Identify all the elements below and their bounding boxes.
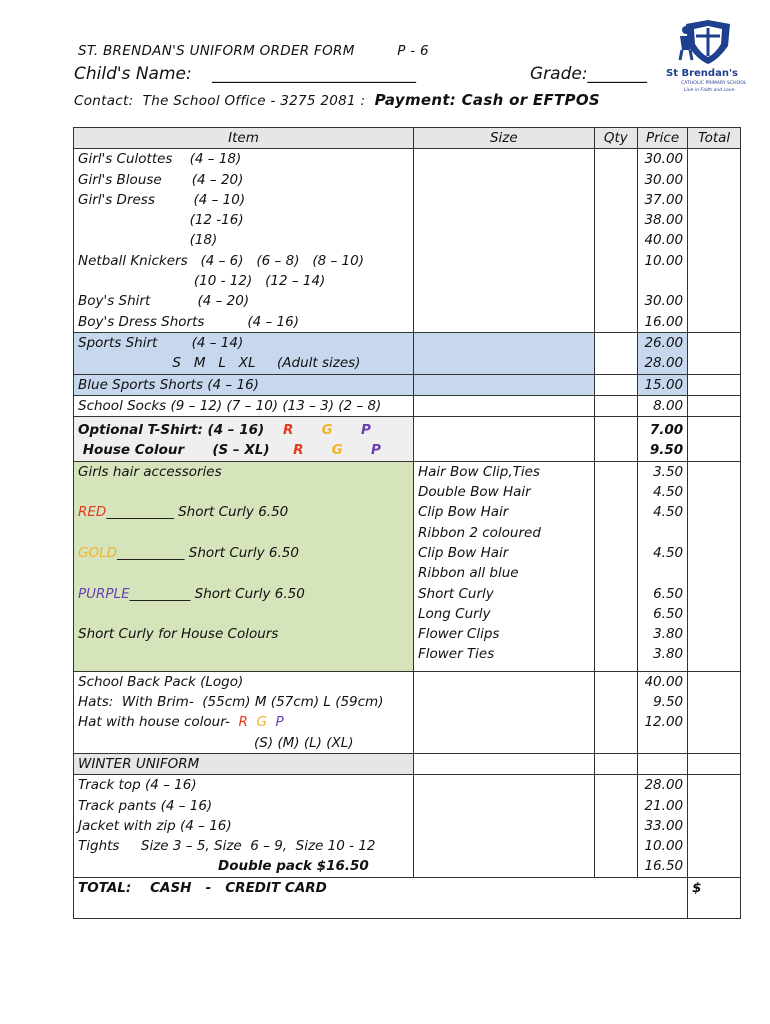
hair-price-1: 3.50 [653,463,684,480]
price-sports-shirt-1: 26.00 [644,334,684,351]
qty-cell[interactable] [594,374,637,395]
item-dress: Girl's Dress (4 – 10) [78,191,246,208]
price-blouse: 30.00 [644,171,684,188]
qty-cell[interactable] [594,671,637,753]
school-logo [666,16,750,98]
total-cell[interactable] [688,671,741,753]
school-subtitle: CATHOLIC PRIMARY SCHOOL [681,81,747,86]
hair-purple-label: PURPLE [78,585,130,602]
item-track-top: Track top (4 – 16) [78,777,197,794]
price-house-tshirt: 9.50 [649,442,684,459]
grade-field[interactable]: Grade:_______ [530,64,648,84]
price-tights: 10.00 [644,838,684,855]
qty-cell[interactable] [594,417,637,462]
hair-price-5: 4.50 [653,544,684,561]
size-cell[interactable] [413,332,594,374]
table-row [74,417,741,462]
hair-red-field[interactable]: __________ Short Curly 6.50 [106,504,289,521]
size-cell[interactable] [413,395,594,416]
total-cell[interactable] [688,461,741,671]
table-row [74,149,741,333]
hair-size-3: Clip Bow Hair [417,504,509,521]
header-size: Size [413,128,594,149]
hair-size-6: Ribbon all blue [417,565,519,582]
table-row [74,775,741,877]
form-title [78,43,429,59]
size-cell[interactable] [413,671,594,753]
hair-size-1: Hair Bow Clip,Ties [417,463,540,480]
table-header-row [74,128,741,149]
price-backpack: 40.00 [644,673,684,690]
table-row [74,671,741,753]
child-name-label: Child's Name: [74,64,192,84]
total-cell[interactable] [688,332,741,374]
hat-sizes: (S) (M) (L) (XL) [254,734,354,751]
house-gold: G [256,714,267,731]
price-track-pants: 21.00 [644,797,684,814]
hair-price-7: 6.50 [653,585,684,602]
hair-size-10: Flower Ties [417,646,495,663]
total-cell[interactable] [688,395,741,416]
price-dress-2: 38.00 [644,212,684,229]
hair-purple-field[interactable]: _________ Short Curly 6.50 [129,585,305,602]
size-cell[interactable] [413,417,594,462]
item-socks: School Socks (9 – 12) (7 – 10) (13 – 3) (2 – 8) [74,395,414,416]
house-purple: P [275,714,284,731]
form-title-text: ST. BRENDAN'S UNIFORM ORDER FORM [78,43,355,59]
hair-price-9: 3.80 [653,626,684,643]
hair-gold-field[interactable]: __________ Short Curly 6.50 [117,544,299,561]
qty-cell[interactable] [594,332,637,374]
total-row [74,877,741,918]
hair-size-4: Ribbon 2 coloured [417,524,541,541]
hair-price-3: 4.50 [653,504,684,521]
hair-size-2: Double Bow Hair [417,484,531,501]
qty-cell[interactable] [594,395,637,416]
hair-price-2: 4.50 [653,484,684,501]
price-sports-shirt-2: 28.00 [644,355,684,372]
order-table [73,127,741,919]
item-boys-shorts: Boy's Dress Shorts (4 – 16) [78,313,299,330]
total-cell[interactable] [688,775,741,877]
item-culottes: Girl's Culottes (4 – 18) [78,151,242,168]
item-hats: Hats: With Brim- (55cm) M (57cm) L (59cm) [78,694,384,711]
hair-title: Girls hair accessories [78,463,222,480]
qty-cell[interactable] [594,461,637,671]
item-dress-size2: (12 -16) [78,212,244,229]
house-gold: G [331,442,343,459]
hair-price-10: 3.80 [653,646,684,663]
item-backpack: School Back Pack (Logo) [78,673,244,690]
school-motto: Live in Faith and Love [684,88,735,93]
hair-price-8: 6.50 [653,605,684,622]
table-row [74,395,741,416]
size-cell[interactable] [413,775,594,877]
header-total: Total [688,128,741,149]
table-row [74,461,741,671]
hair-size-7: Short Curly [417,585,494,602]
hair-note: Short Curly for House Colours [78,626,279,643]
header-item: Item [74,128,414,149]
hair-size-5: Clip Bow Hair [417,544,509,561]
house-red: R [238,714,248,731]
item-jacket: Jacket with zip (4 – 16) [78,817,232,834]
grand-total-field[interactable]: $ [688,877,741,918]
house-purple: P [370,442,381,459]
item-knickers-sizes: (10 - 12) (12 – 14) [78,273,326,290]
house-purple: P [360,422,371,439]
house-red: R [283,422,294,439]
price-hat-house: 12.00 [644,714,684,731]
item-blouse: Girl's Blouse (4 – 20) [78,171,244,188]
price-jacket: 33.00 [644,817,684,834]
hair-gold-label: GOLD [78,544,118,561]
hair-red-label: RED [78,504,107,521]
price-boys-shirt: 30.00 [644,293,684,310]
qty-cell[interactable] [594,149,637,333]
price-tights-double: 16.50 [644,858,684,875]
item-boys-shirt: Boy's Shirt (4 – 20) [78,293,250,310]
hair-size-8: Long Curly [417,605,491,622]
price-boys-shorts: 16.00 [644,313,684,330]
table-row [74,332,741,374]
total-cell[interactable] [688,149,741,333]
size-cell[interactable] [413,149,594,333]
item-track-pants: Track pants (4 – 16) [78,797,213,814]
contact-row [74,91,600,109]
total-label: TOTAL: CASH - CREDIT CARD [74,877,688,918]
item-house-colour: House Colour (S – XL) [78,442,270,459]
payment-methods: Payment: Cash or EFTPOS [374,91,600,109]
winter-heading: WINTER UNIFORM [74,753,414,774]
item-dress-size3: (18) [78,232,218,249]
item-hat-house: Hat with house colour- [78,714,230,731]
price-hats: 9.50 [653,694,684,711]
house-gold: G [321,422,333,439]
year-range: P - 6 [397,43,429,59]
item-tights: Tights Size 3 – 5, Size 6 – 9, Size 10 - 12 [78,838,376,855]
price-dress-1: 37.00 [644,191,684,208]
price-knickers: 10.00 [644,252,684,269]
price-dress-3: 40.00 [644,232,684,249]
price-socks: 8.00 [638,395,688,416]
table-row [74,753,741,774]
header-qty: Qty [594,128,637,149]
item-sports-shorts: Blue Sports Shorts (4 – 16) [74,374,414,395]
item-double-pack: Double pack $16.50 [218,858,369,875]
size-cell[interactable] [413,374,594,395]
contact-text: The School Office - 3275 2081 : [142,93,366,109]
table-row [74,374,741,395]
child-name-row [74,64,674,84]
price-sports-shorts: 15.00 [638,374,688,395]
hair-size-9: Flower Clips [417,626,500,643]
total-cell[interactable] [688,374,741,395]
total-cell[interactable] [688,417,741,462]
shield-logo-icon [666,16,750,68]
header-price: Price [638,128,688,149]
price-track-top: 28.00 [644,777,684,794]
house-red: R [293,442,304,459]
contact-label: Contact: [74,93,134,109]
price-tshirt: 7.00 [649,422,684,439]
child-name-field[interactable]: ________________________ [212,64,416,84]
item-knickers: Netball Knickers (4 – 6) (6 – 8) (8 – 10) [78,252,364,269]
item-sports-shirt: Sports Shirt (4 – 14) [78,334,244,351]
school-name: St Brendan's [666,68,738,79]
price-culottes: 30.00 [644,151,684,168]
item-sports-shirt-sizes: S M L XL (Adult sizes) [78,355,361,372]
item-tshirt: Optional T-Shirt: (4 – 16) [78,422,265,439]
qty-cell[interactable] [594,775,637,877]
